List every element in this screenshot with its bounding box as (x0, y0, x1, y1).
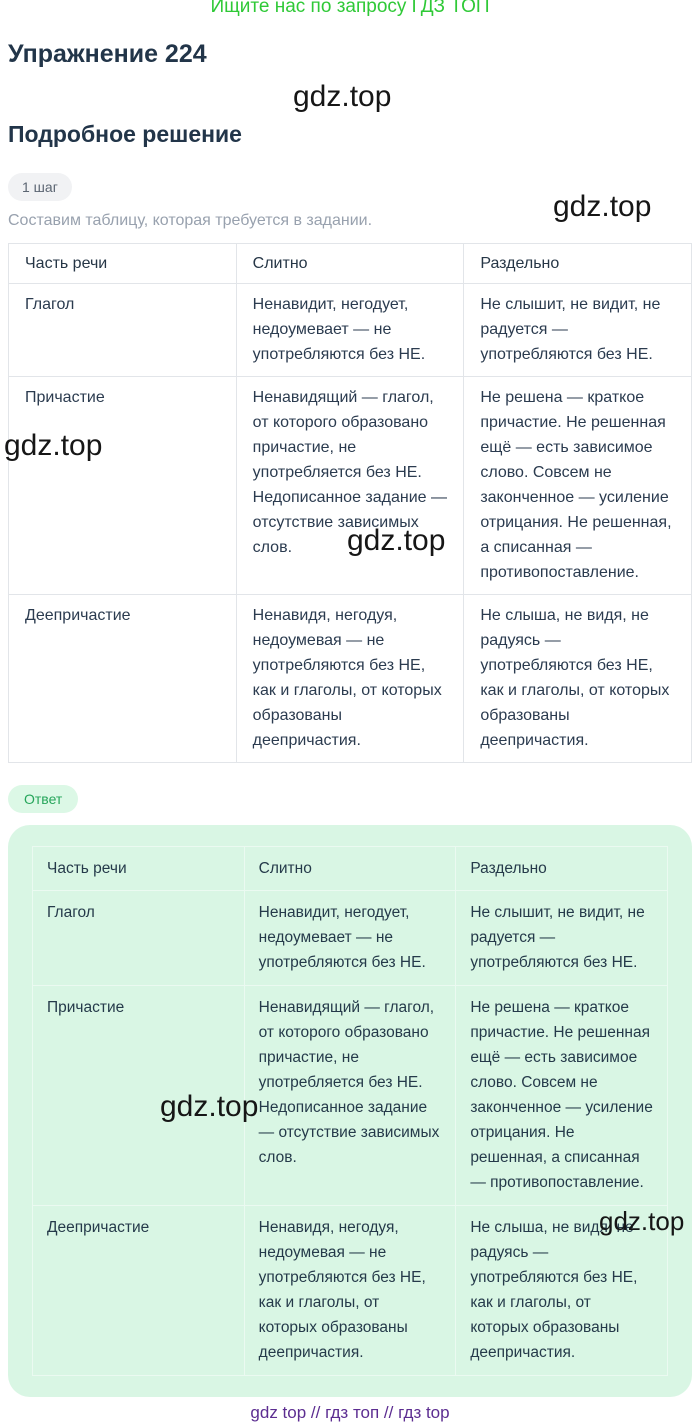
table-cell: Ненавидя, негодуя, недоумевая — не употребляются без НЕ, как и глаголы, от которых образованы деепричастия. (244, 1206, 456, 1376)
table-row (33, 1206, 668, 1376)
step-badge: 1 шаг (8, 173, 72, 201)
table-cell: Не решена — краткое причастие. Не решенная ещё — есть зависимое слово. Совсем не законченное — усиление отрицания. Не решенная, а списанная — противопоставление. (464, 377, 692, 595)
table-header-cell: Слитно (244, 847, 456, 891)
table-cell: Не слышит, не видит, не радуется — употребляются без НЕ. (464, 284, 692, 377)
draft-solution-table (8, 243, 692, 763)
table-cell: Ненавидящий — глагол, от которого образовано причастие, не употребляется без НЕ. Недописанное задание — отсутствие зависимых слов. (236, 377, 464, 595)
table-row (33, 891, 668, 986)
table-cell: Причастие (33, 986, 245, 1206)
watermark-gdz-top: gdz.top (599, 1206, 685, 1236)
watermark-gdz-top: gdz.top (553, 190, 652, 223)
footer-watermark-line: gdz top // гдз топ // гдз top (250, 1403, 450, 1422)
table-cell: Не слышит, не видит, не радуется — употребляются без НЕ. (456, 891, 668, 986)
table-header-row (33, 847, 668, 891)
table-cell: Причастие (9, 377, 237, 595)
answer-badge: Ответ (8, 785, 78, 813)
table-cell: Ненавидит, негодует, недоумевает — не употребляются без НЕ. (236, 284, 464, 377)
answer-table (32, 846, 668, 1376)
intro-text: Составим таблицу, которая требуется в задании. (8, 212, 373, 229)
table-cell: Деепричастие (33, 1206, 245, 1376)
watermark-gdz-top: gdz.top (160, 1090, 259, 1123)
table-cell: Не слыша, не видя, не радуясь — употребляются без НЕ, как и глаголы, от которых образованы деепричастия. (456, 1206, 668, 1376)
table-header-cell: Часть речи (9, 244, 237, 284)
table-header-cell: Раздельно (456, 847, 668, 891)
table-cell: Глагол (9, 284, 237, 377)
table-header-cell: Часть речи (33, 847, 245, 891)
table-header-row (9, 244, 692, 284)
answer-panel (8, 825, 692, 1397)
table-cell: Ненавидя, негодуя, недоумевая — не употребляются без НЕ, как и глаголы, от которых образованы деепричастия. (236, 595, 464, 763)
watermark-gdz-top: gdz.top (347, 524, 446, 557)
top-promo-link[interactable]: Ищите нас по запросу ГДЗ ТОП (210, 0, 490, 17)
page-title: Упражнение 224 (8, 40, 207, 68)
table-row (9, 595, 692, 763)
table-header-cell: Слитно (236, 244, 464, 284)
table-row (33, 986, 668, 1206)
table-cell: Не решена — краткое причастие. Не решенная ещё — есть зависимое слово. Совсем не законченное — усиление отрицания. Не решенная, а списанная — противопоставление. (456, 986, 668, 1206)
table-cell: Ненавидит, негодует, недоумевает — не употребляются без НЕ. (244, 891, 456, 986)
table-cell: Деепричастие (9, 595, 237, 763)
table-row (9, 284, 692, 377)
table-row (9, 377, 692, 595)
table-cell: Ненавидящий — глагол, от которого образовано причастие, не употребляется без НЕ. Недописанное задание — отсутствие зависимых слов. (244, 986, 456, 1206)
table-header-cell: Раздельно (464, 244, 692, 284)
watermark-gdz-top: gdz.top (293, 80, 392, 113)
table-cell: Глагол (33, 891, 245, 986)
section-title-detailed-solution: Подробное решение (8, 121, 242, 147)
table-cell: Не слыша, не видя, не радуясь — употребляются без НЕ, как и глаголы, от которых образованы деепричастия. (464, 595, 692, 763)
watermark-gdz-top: gdz.top (4, 429, 103, 462)
